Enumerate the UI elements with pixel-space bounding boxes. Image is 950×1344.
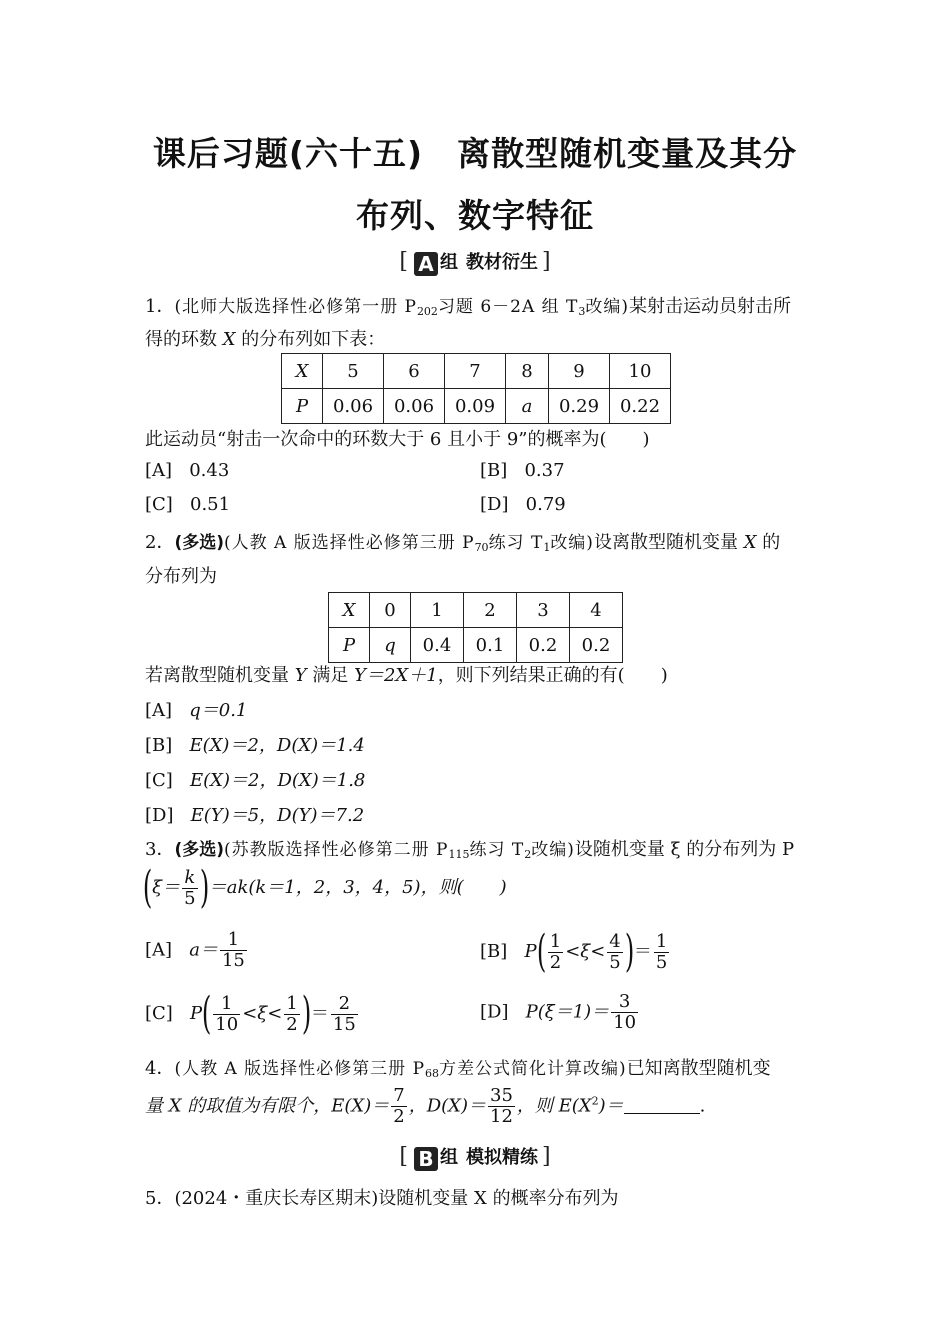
- q3-option-b[interactable]: [B] P( $\frac{1}{2}$ <ξ< $\frac{4}{5}$ )＝ $\frac{1}{5}$: [480, 926, 668, 977]
- group-a-badge: A: [414, 252, 438, 276]
- q2-line2: 分布列为: [145, 566, 217, 587]
- q1-distribution-table: [281, 353, 671, 424]
- q2-line1: 2．(多选)(人教 A 版选择性必修第三册 $P_{70}$练习 $T_1$改编)设离散型随机变量 X 的: [145, 532, 781, 554]
- q3-option-a[interactable]: [A] a＝ $\frac{1}{15}$: [145, 929, 245, 971]
- q2-option-c[interactable]: [C] E(X)＝2，D(X)＝1.8: [145, 770, 366, 791]
- group-a-header: [ A 组 教材衍生 ]: [399, 249, 551, 276]
- q1-option-c[interactable]: [C] 0.51: [145, 494, 231, 515]
- q4-line2: 量 X 的取值为有限个，E(X)＝ $\frac{7}{2}$ ，D(X)＝ $\frac{35}{12}$ ，则 $E(X^2)=$ .: [145, 1085, 706, 1127]
- table-row: P q 0.4 0.1 0.2 0.2: [329, 628, 623, 663]
- q5-line1: 5．(2024・重庆长寿区期末)设随机变量 X 的概率分布列为: [145, 1188, 619, 1209]
- q2-distribution-table: [328, 592, 623, 663]
- fraction: $\frac{k}{5}$: [184, 866, 196, 909]
- q1-line1: 1．(北师大版选择性必修第一册 $P_{202}$习题 6－2A 组 $T_3$改编)某射击运动员射击所: [145, 296, 792, 318]
- q2-question: 若离散型随机变量 Y 满足 Y＝2X＋1，则下列结果正确的有( ): [145, 665, 668, 686]
- q3-formula: (ξ＝ $\frac{k}{5}$ )＝ak(k＝1，2，3，4，5)，则( ): [142, 862, 507, 913]
- page-title-line2: 布列、数字特征: [356, 196, 594, 235]
- q3-option-c[interactable]: [C] P( $\frac{1}{10}$ <ξ< $\frac{1}{2}$ )＝ $\frac{2}{15}$: [145, 988, 356, 1039]
- q1-option-d[interactable]: [D] 0.79: [480, 494, 566, 515]
- table-row: X 5 6 7 8 9 10: [282, 354, 671, 389]
- q3-line1: 3．(多选)(苏教版选择性必修第二册 $P_{115}$练习 $T_2$改编)设随机变量 ξ 的分布列为 P: [145, 839, 795, 861]
- page-title-line1: 课后习题(六十五) 离散型随机变量及其分: [152, 134, 798, 173]
- q4-line1: 4．(人教 A 版选择性必修第三册 $P_{68}$方差公式简化计算改编)已知离散型随机变: [145, 1058, 771, 1080]
- group-b-badge: B: [414, 1147, 438, 1171]
- q2-option-d[interactable]: [D] E(Y)＝5，D(Y)＝7.2: [145, 805, 365, 826]
- group-a-title: 教材衍生: [466, 252, 538, 273]
- q2-option-b[interactable]: [B] E(X)＝2，D(X)＝1.4: [145, 735, 365, 756]
- table-row: P 0.06 0.06 0.09 a 0.29 0.22: [282, 389, 671, 424]
- q1-question: 此运动员“射击一次命中的环数大于 6 且小于 9”的概率为( ): [145, 429, 650, 450]
- group-b-title: 模拟精练: [466, 1147, 538, 1168]
- q3-option-d[interactable]: [D] P(ξ＝1)＝ $\frac{3}{10}$: [480, 991, 637, 1033]
- answer-blank[interactable]: [624, 1097, 700, 1114]
- q1-option-a[interactable]: [A] 0.43: [145, 460, 230, 481]
- table-row: X 0 1 2 3 4: [329, 593, 623, 628]
- q1-line2: 得的环数 X 的分布列如下表：: [145, 329, 386, 350]
- group-b-header: [ B 组 模拟精练 ]: [399, 1144, 551, 1171]
- q2-option-a[interactable]: [A] q＝0.1: [145, 700, 248, 721]
- q1-option-b[interactable]: [B] 0.37: [480, 460, 565, 481]
